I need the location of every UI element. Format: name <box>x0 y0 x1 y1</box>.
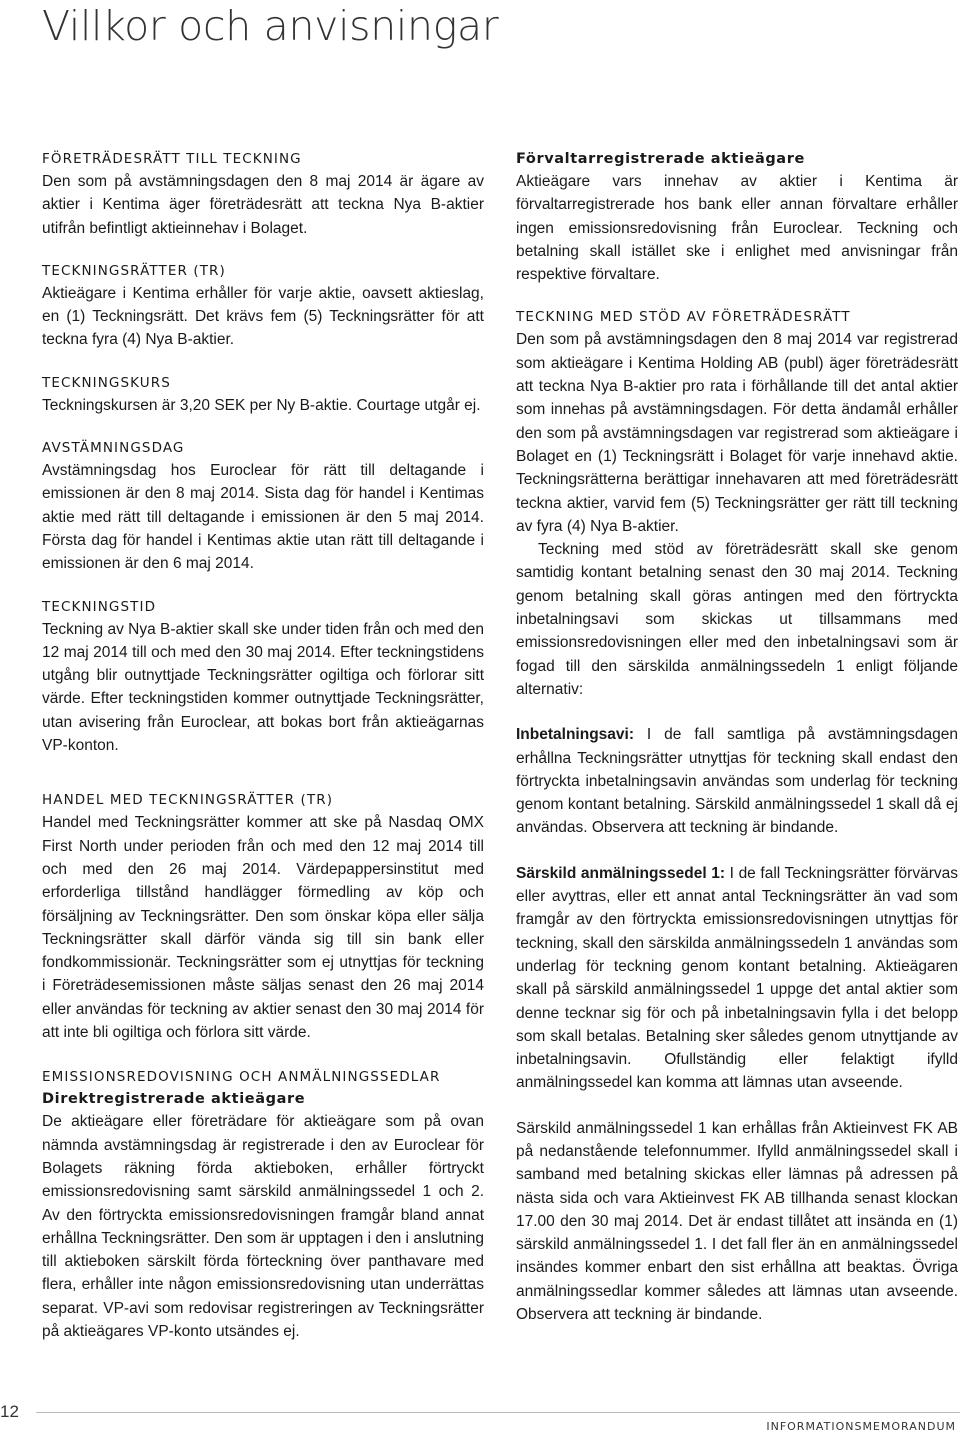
option-label: Särskild anmälningssedel 1: <box>516 864 726 882</box>
section-text: Aktieägare vars innehav av aktier i Kentima är förvaltarregistrerade hos bank eller annan förvaltare erhåller ingen emissionsredovisning från Euroclear. Teckning och betalning skall istället ske i enlighet med anvisningar från respektive förvaltare. <box>516 173 958 284</box>
section-heading: EMISSIONSREDOVISNING OCH ANMÄLNINGSSEDLAR <box>42 1069 441 1086</box>
payment-option-paragraph <box>516 723 958 839</box>
option-text: I de fall Teckningsrätter förvärvas eller avyttras, eller ett annat antal Teckningsrätter än vad som framgår av den förtryckta emissionsredovisningen utnyttjas för teckning, skall den särskilda anmälningssedeln 1 användas som underlag för teckning genom kontant betalning. Aktieägaren skall på särskild anmälningssedel 1 uppge det antal aktier som denne tecknar sig för och på inbetalningsavin fylla i det belopp som skall betalas. Betalning sker således genom utnyttjande av inbetalningsavin. Ofullständig eller felaktigt ifylld anmälningssedel kan komma att lämnas utan avseende. <box>516 864 958 1092</box>
section-text: Handel med Teckningsrätter kommer att ske på Nasdaq OMX First North under perioden från och med den 12 maj 2014 till och med den 26 maj 2014. Värdepappersinstitut med erforderliga tillstånd handlägger förmedling av köp och försäljning av Teckningsrätter. Den som önskar köpa eller sälja Teckningsrätter skall därför vända sig till sin bank eller fondkommissionär. Teckningsrätter som ej utnyttjas för teckning i Företrädesemissionen måste säljas senast den 26 maj 2014 eller användas för teckning av aktier senast den 30 maj 2014 för att inte bli ogiltiga och förlora sitt värde. <box>42 814 484 1042</box>
right-column <box>516 148 958 1326</box>
section-text: Särskild anmälningssedel 1 kan erhållas från Aktieinvest FK AB på nedanstående telefonnummer. Ifylld anmälningssedel skall i samband med betalning skickas eller lämnas på adressen på nästa sida och vara Aktieinvest FK AB tillhanda senast klockan 17.00 den 30 maj 2014. Det är endast tillåtet att insända en (1) särskild anmälningssedel 1. I det fall fler än en anmälningssedel insändes kommer enbart den sist erhållna att beaktas. Övriga anmälningssedlar kommer således att lämnas utan avseende. Observera att teckning är bindande. <box>516 1119 958 1324</box>
section-text: Teckningskursen är 3,20 SEK per Ny B-aktie. Courtage utgår ej. <box>42 396 481 414</box>
section-heading: TECKNINGSKURS <box>42 374 171 391</box>
section-text: Teckning med stöd av företrädesrätt skall ske genom samtidig kontant betalning senast den 30 maj 2014. Teckning genom betalning skall göras antingen med den förtryckta inbetalningsavi som skickas ut tillsammans med emissionsredovisningen eller med den inbetalningsavi som är fogad till den särskilda anmälningssedeln 1 enligt följande alternativ: <box>516 541 958 698</box>
section-text: Den som på avstämningsdagen den 8 maj 2014 var registrerad som aktieägare i Kentima Holding AB (publ) äger företrädesrätt att teckna Nya B-aktier pro rata i förhållande till det antal aktier som innehas på avstämningsdagen. För detta ändamål erhåller den som på avstämningsdagen var registrerad som aktieägare i Bolaget en (1) Teckningsrätt i Bolaget för varje innehavd aktie. Teckningsrätterna berättigar innehavaren att med företrädesrätt teckna aktier, varvid fem (5) Teckningsrätter ger rätt till teckning av fyra (4) Nya B-aktier. <box>516 331 958 535</box>
subsection-heading: Förvaltarregistrerade aktieägare <box>516 151 805 167</box>
section-heading: AVSTÄMNINGSDAG <box>42 440 185 457</box>
page-number: 12 <box>0 1402 19 1421</box>
option-label: Inbetalningsavi: <box>516 726 634 744</box>
footer-divider <box>36 1412 960 1413</box>
section-text: Den som på avstämningsdagen den 8 maj 2014 är ägare av aktier i Kentima äger företrädesrätt att teckna Nya B-aktier utifrån befintligt aktieinnehav i Bolaget. <box>42 173 484 237</box>
left-column <box>42 148 484 1343</box>
section-heading: TECKNINGSRÄTTER (TR) <box>42 262 226 279</box>
subsection-heading: Direktregistrerade aktieägare <box>42 1091 306 1108</box>
section-text: De aktieägare eller företrädare för aktieägare som på ovan nämnda avstämningsdag är registrerade i den av Euroclear för Bolagets räkning förda aktieboken, erhåller förtryckt emissionsredovisning samt särskild anmälningssedel 1 och 2. Av den förtryckta emissionsredovisningen framgår bland annat erhållna Teckningsrätter. Den som är upptagen i den i anslutning till aktieboken särskilt förda förteckning över panthavare med flera, erhåller inte någon emissionsredovisning utan underrättas separat. VP-avi som redovisar registreringen av Teckningsrätter på aktieägares VP-konto utsändes ej. <box>42 1113 484 1340</box>
footer-label: INFORMATIONSMEMORANDUM <box>766 1420 956 1433</box>
payment-option-paragraph <box>516 862 958 1095</box>
page-title: Villkor och anvisningar <box>42 2 499 50</box>
section-heading: FÖRETRÄDESRÄTT TILL TECKNING <box>42 151 302 167</box>
section-text: Aktieägare i Kentima erhåller för varje aktie, oavsett aktieslag, en (1) Teckningsrätt. Det krävs fem (5) Teckningsrätter för att teckna fyra (4) Nya B-aktier. <box>42 284 484 349</box>
section-heading: TECKNING MED STÖD AV FÖRETRÄDESRÄTT <box>516 309 851 326</box>
option-text: I de fall samtliga på avstämningsdagen erhållna Teckningsrätter utnyttjas för teckning skall endast den förtryckta inbetalningsavin användas som underlag för teckning genom kontant betalning. Särskild anmälningssedel 1 skall då ej användas. Observera att teckning är bindande. <box>516 726 958 837</box>
section-heading: TECKNINGSTID <box>42 598 157 615</box>
section-heading: HANDEL MED TECKNINGSRÄTTER (TR) <box>42 792 334 809</box>
section-text: Teckning av Nya B-aktier skall ske under tiden från och med den 12 maj 2014 till och med den 30 maj 2014. Efter teckningstidens utgång blir outnyttjade Teckningsrätter ogiltiga och förlorar sitt värde. Efter teckningstiden kommer outnyttjade Teckningsrätter, utan avisering från Euroclear, att bokas bort från aktieägarnas VP-konton. <box>42 620 484 755</box>
section-text: Avstämningsdag hos Euroclear för rätt till deltagande i emissionen är den 8 maj 2014. Sista dag för handel i Kentimas aktie med rätt till deltagande i emissionen är den 5 maj 2014. Första dag för handel i Kentimas aktie utan rätt till deltagande i emissionen är den 6 maj 2014. <box>42 462 484 573</box>
